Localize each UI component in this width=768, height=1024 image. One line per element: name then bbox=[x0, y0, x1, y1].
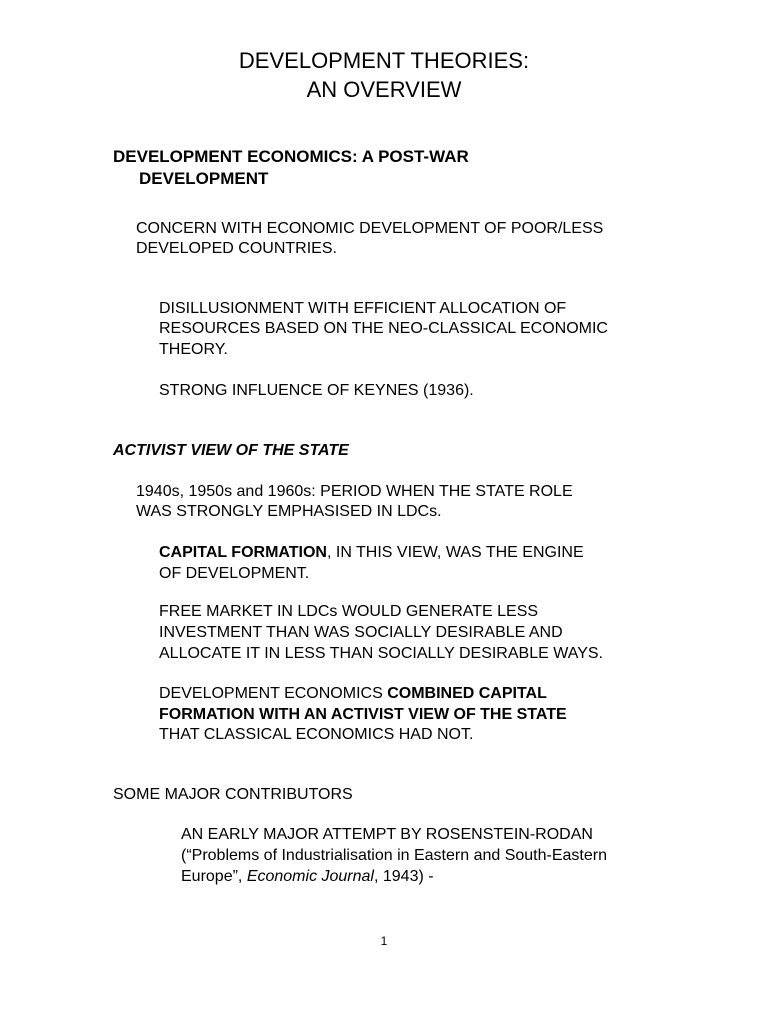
section-heading-activist-view: ACTIVIST VIEW OF THE STATE bbox=[113, 442, 349, 459]
document-title-line-1: DEVELOPMENT THEORIES: bbox=[238, 48, 530, 73]
paragraph-line: (“Problems of Industrialisation in Eastern and South-Eastern bbox=[181, 847, 607, 864]
paragraph-line: THAT CLASSICAL ECONOMICS HAD NOT. bbox=[159, 726, 474, 743]
paragraph-line bbox=[181, 867, 434, 888]
paragraph-text: Europe”, bbox=[181, 868, 247, 885]
paragraph-text: , IN THIS VIEW, WAS THE ENGINE bbox=[326, 544, 584, 561]
paragraph-line: CONCERN WITH ECONOMIC DEVELOPMENT OF POOR/LESS bbox=[136, 220, 604, 237]
paragraph-line bbox=[159, 684, 547, 705]
paragraph-line: OF DEVELOPMENT. bbox=[159, 565, 310, 582]
document-title-line-2: AN OVERVIEW bbox=[306, 77, 462, 102]
emphasis-combined-capital: COMBINED CAPITAL bbox=[387, 685, 547, 702]
paragraph-line: INVESTMENT THAN WAS SOCIALLY DESIRABLE AND bbox=[159, 624, 563, 641]
paragraph-line: THEORY. bbox=[159, 341, 228, 358]
paragraph-line: DEVELOPED COUNTRIES. bbox=[136, 240, 337, 257]
section-heading-major-contributors: SOME MAJOR CONTRIBUTORS bbox=[113, 786, 353, 803]
section-heading-development-economics-cont: DEVELOPMENT bbox=[139, 169, 269, 188]
paragraph-text: DEVELOPMENT ECONOMICS bbox=[159, 685, 388, 702]
emphasis-activist-view: FORMATION WITH AN ACTIVIST VIEW OF THE STATE bbox=[159, 706, 567, 723]
section-heading-development-economics: DEVELOPMENT ECONOMICS: A POST-WAR bbox=[113, 147, 469, 166]
paragraph-line: ALLOCATE IT IN LESS THAN SOCIALLY DESIRABLE WAYS. bbox=[159, 645, 603, 662]
paragraph-line: STRONG INFLUENCE OF KEYNES (1936). bbox=[159, 382, 474, 399]
paragraph-line: 1940s, 1950s and 1960s: PERIOD WHEN THE STATE ROLE bbox=[136, 483, 573, 500]
paragraph-line: AN EARLY MAJOR ATTEMPT BY ROSENSTEIN-RODAN bbox=[181, 826, 593, 843]
paragraph-text: , 1943) - bbox=[373, 868, 434, 885]
paragraph-line: RESOURCES BASED ON THE NEO-CLASSICAL ECONOMIC bbox=[159, 320, 608, 337]
citation-journal: Economic Journal bbox=[246, 868, 374, 885]
paragraph-line: FREE MARKET IN LDCs WOULD GENERATE LESS bbox=[159, 603, 539, 620]
paragraph-line: DISILLUSIONMENT WITH EFFICIENT ALLOCATION OF bbox=[159, 300, 567, 317]
emphasis-capital-formation: CAPITAL FORMATION bbox=[159, 544, 327, 561]
paragraph-line bbox=[159, 543, 584, 564]
page-number: 1 bbox=[380, 934, 388, 948]
paragraph-line: WAS STRONGLY EMPHASISED IN LDCs. bbox=[136, 503, 442, 520]
